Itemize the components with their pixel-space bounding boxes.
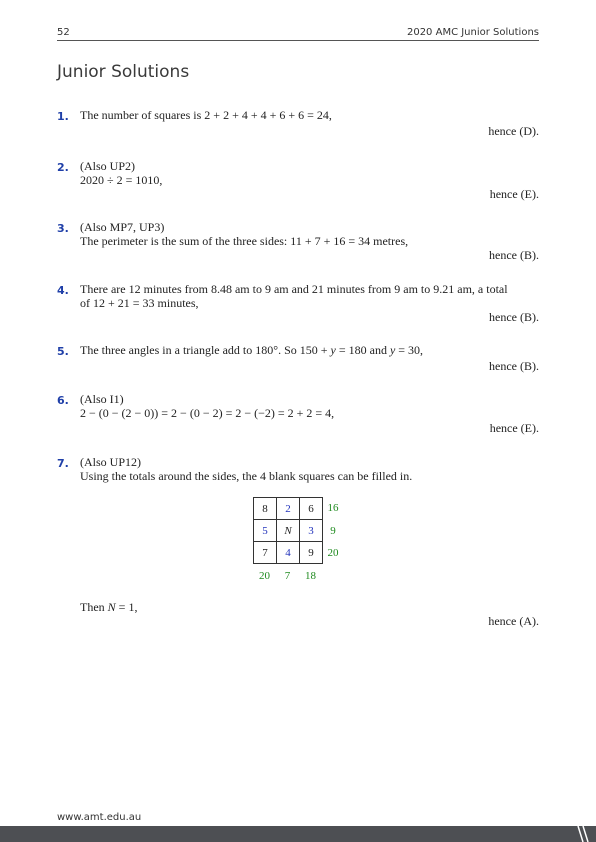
problem-4-answer: hence (B). bbox=[489, 310, 539, 324]
magic-grid bbox=[253, 497, 323, 564]
column-total: 20 bbox=[259, 570, 270, 582]
page-title: Junior Solutions bbox=[57, 62, 190, 82]
problem-2-line-1: (Also UP2) bbox=[80, 159, 136, 173]
variable-n: N bbox=[107, 600, 116, 614]
problem-1-number: 1. bbox=[57, 110, 69, 123]
problem-1-line-1: The number of squares is 2 + 2 + 4 + 4 + 6 + 6 = 24, bbox=[80, 108, 332, 122]
row-total: 9 bbox=[330, 525, 336, 537]
variable-y: y bbox=[389, 343, 396, 357]
grid-cell-filled: 3 bbox=[300, 520, 323, 542]
problem-1-answer: hence (D). bbox=[488, 124, 539, 138]
problem-2-answer: hence (E). bbox=[489, 187, 539, 201]
problem-4-number: 4. bbox=[57, 284, 69, 297]
problem-3-answer: hence (B). bbox=[489, 248, 539, 262]
page-header bbox=[57, 27, 539, 41]
problem-3-line-2: The perimeter is the sum of the three sides: 11 + 7 + 16 = 34 metres, bbox=[80, 234, 409, 248]
problem-6-line-2: 2 − (0 − (2 − 0)) = 2 − (0 − 2) = 2 − (−2) = 2 + 2 = 4, bbox=[80, 406, 335, 420]
problem-6-line-1: (Also I1) bbox=[80, 392, 124, 406]
grid-cell: 8 bbox=[254, 498, 277, 520]
column-total: 18 bbox=[305, 570, 316, 582]
row-total: 16 bbox=[327, 502, 339, 514]
conclusion-text-b: = 1, bbox=[115, 600, 138, 614]
grid-row bbox=[254, 520, 323, 542]
problem-3-number: 3. bbox=[57, 222, 69, 235]
grid-row bbox=[254, 542, 323, 564]
grid-cell: 9 bbox=[300, 542, 323, 564]
problem-2-line-2: 2020 ÷ 2 = 1010, bbox=[80, 173, 163, 187]
problem-5-text-c: = 30, bbox=[395, 343, 424, 357]
column-total: 7 bbox=[284, 570, 291, 582]
problem-3-line-1: (Also MP7, UP3) bbox=[80, 220, 165, 234]
slash-mark-icon bbox=[566, 826, 596, 842]
problem-2-number: 2. bbox=[57, 161, 69, 174]
page-number: 52 bbox=[57, 27, 70, 38]
grid-cell-unknown: N bbox=[277, 520, 300, 542]
problem-6-number: 6. bbox=[57, 394, 69, 407]
grid-cell: 6 bbox=[300, 498, 323, 520]
problem-4-line-2: of 12 + 21 = 33 minutes, bbox=[80, 296, 199, 310]
footer-url: www.amt.edu.au bbox=[57, 812, 142, 823]
problem-5-number: 5. bbox=[57, 345, 69, 358]
footer-bar bbox=[0, 826, 596, 842]
grid-row bbox=[254, 498, 323, 520]
grid-cell: 7 bbox=[254, 542, 277, 564]
problem-5-text-b: = 180 and bbox=[335, 343, 390, 357]
grid-cell-filled: 2 bbox=[277, 498, 300, 520]
problem-7-answer: hence (A). bbox=[488, 614, 539, 628]
problem-7-conclusion bbox=[80, 600, 137, 615]
variable-y: y bbox=[330, 343, 336, 357]
grid-cell-filled: 4 bbox=[277, 542, 300, 564]
problem-5-answer: hence (B). bbox=[489, 359, 539, 373]
problem-7-line-2: Using the totals around the sides, the 4 blank squares can be filled in. bbox=[80, 469, 413, 483]
grid-cell-filled: 5 bbox=[254, 520, 277, 542]
running-title: 2020 AMC Junior Solutions bbox=[406, 27, 539, 38]
problem-5-text-a: The three angles in a triangle add to 180°. So 150 + bbox=[80, 343, 331, 357]
problem-7-number: 7. bbox=[57, 457, 69, 470]
conclusion-text-a: Then bbox=[80, 600, 108, 614]
problem-5-line-1 bbox=[80, 343, 423, 358]
row-total: 20 bbox=[327, 547, 339, 559]
problem-4-line-1: There are 12 minutes from 8.48 am to 9 am and 21 minutes from 9 am to 9.21 am, a total bbox=[80, 282, 508, 296]
problem-7-line-1: (Also UP12) bbox=[80, 455, 142, 469]
problem-6-answer: hence (E). bbox=[489, 421, 539, 435]
